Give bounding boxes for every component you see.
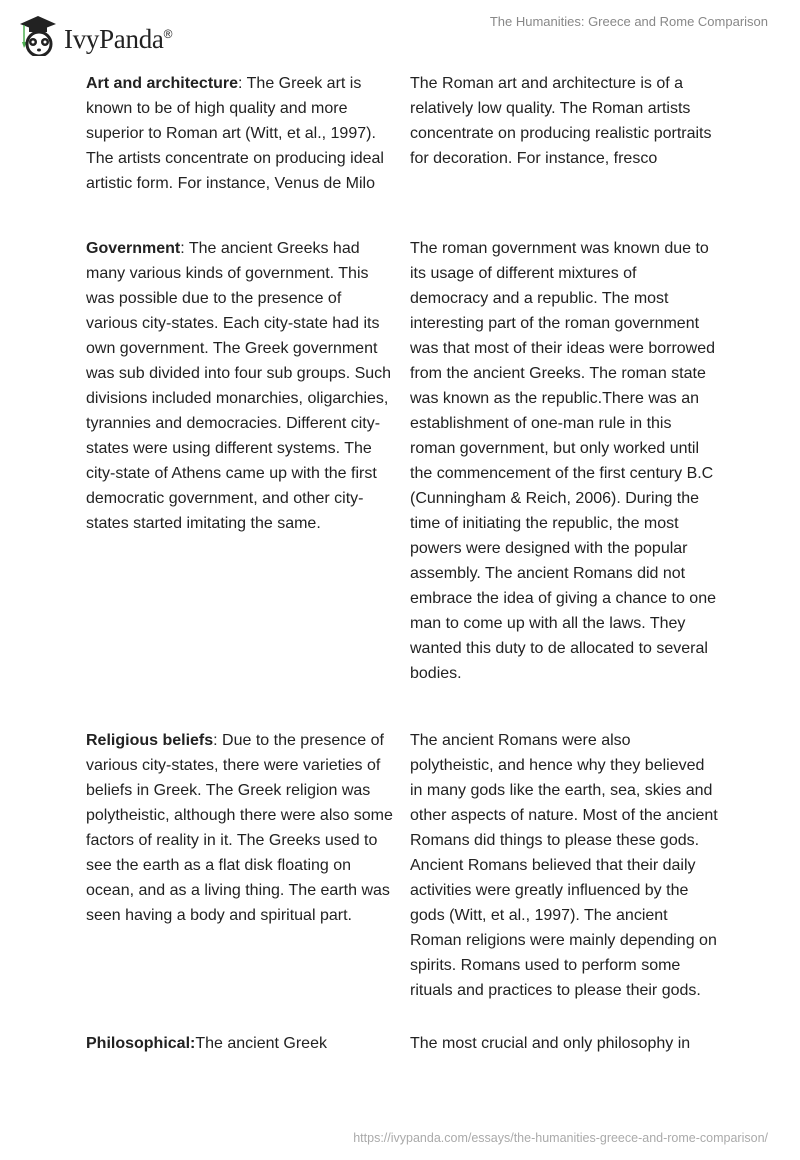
row-label: Philosophical: [86,1035,196,1052]
brand-name: IvyPanda® [64,23,173,54]
ivypanda-logo[interactable] [18,12,172,56]
row-label: Government [86,240,181,257]
greek-text: The ancient Greek [195,1035,327,1052]
roman-cell: The Roman art and architecture is of a relatively low quality. The Roman artists concentrate on producing realistic portraits for decoration. For instance, fresco [410,75,712,167]
greek-text: : Due to the presence of various city-states, there were varieties of beliefs in Greek. The Greek religion was polytheistic, although there were also some factors of reality in it. The Greeks used to see the earth as a flat disk floating on ocean, and as a living thing. The earth was seen having a body and spiritual part. [86,732,393,924]
row-label: Religious beliefs [86,732,214,749]
greek-text: : The ancient Greeks had many various kinds of government. This was possible due to the presence of various city-states. Each city-state had its own government. The Greek government was sub divided into four sub groups. Such divisions included monarchies, oligarchies, tyrannies and democracies. Different city-states were using different systems. The city-state of Athens came up with the first democratic government, and other city-states started imitating the same. [86,240,392,532]
greek-cell [86,71,394,196]
greek-cell [86,728,394,928]
roman-cell: The most crucial and only philosophy in [410,1035,691,1052]
row-label: Art and architecture [86,75,239,92]
greek-cell [86,1031,394,1056]
greek-cell [86,236,394,536]
roman-cell: The roman government was known due to its usage of different mixtures of democracy and a republic. The most interesting part of the roman government was that most of their ideas were borrowed from the ancient Greeks. The roman state was known as the republic.There was an establishment of one-man rule in this roman government, but only worked until the commencement of the first century B.C (Cunningham & Reich, 2006). During the time of initiating the republic, the most powers were designed with the popular assembly. The ancient Romans did not embrace the idea of giving a chance to one man to come up with all the laws. They wanted this duty to de allocated to several bodies. [410,240,716,682]
panda-graduate-icon [18,12,58,56]
roman-cell: The ancient Romans were also polytheistic, and hence why they believed in many gods like the earth, sea, skies and other aspects of nature. Most of the ancient Romans did things to please these gods. Ancient Romans believed that their daily activities were greatly influenced by the gods (Witt, et al., 1997). The ancient Roman religions were mainly depending on spirits. Romans used to perform some rituals and practices to please their gods. [410,732,718,999]
source-url[interactable]: https://ivypanda.com/essays/the-humanities-greece-and-rome-comparison/ [353,1131,768,1145]
document-title: The Humanities: Greece and Rome Comparison [489,14,768,29]
greek-text: : The Greek art is known to be of high quality and more superior to Roman art (Witt, et al., 1997). The artists concentrate on producing ideal artistic form. For instance, Venus de Milo [86,75,384,192]
